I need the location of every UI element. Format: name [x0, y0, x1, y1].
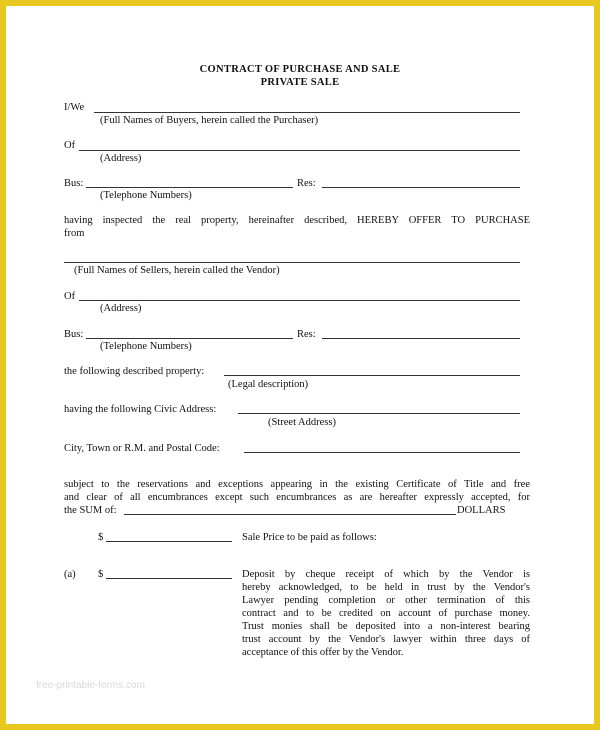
- purchaser-address-field[interactable]: [79, 150, 520, 151]
- offer-text-line-2: from: [64, 228, 85, 239]
- vendor-caption: (Full Names of Sellers, herein called the Vendor): [74, 265, 280, 276]
- vendor-name-field[interactable]: [64, 262, 520, 263]
- deposit-line-5: Trust monies shall be deposited into a non-interest bearing: [242, 621, 530, 632]
- civic-address-field[interactable]: [238, 413, 520, 414]
- city-label: City, Town or R.M. and Postal Code:: [64, 443, 220, 454]
- vendor-address-field[interactable]: [79, 300, 520, 301]
- vendor-bus-label: Bus:: [64, 329, 84, 340]
- property-field[interactable]: [224, 375, 520, 376]
- subject-line-2: and clear of all encumbrances except such encumbrances as are hereafter expressly accepted, for: [64, 492, 530, 503]
- vendor-of-label: Of: [64, 291, 76, 302]
- subject-line-1: subject to the reservations and exceptions appearing in the existing Certificate of Title and free: [64, 479, 530, 490]
- contract-page: [6, 6, 594, 724]
- purchaser-res-phone-field[interactable]: [322, 187, 520, 188]
- vendor-bus-phone-field[interactable]: [86, 338, 293, 339]
- sale-price-field[interactable]: [106, 541, 232, 542]
- watermark-text: free-printable-forms.com: [36, 680, 145, 691]
- deposit-line-4: contract and to be credited on account of purchase money.: [242, 608, 530, 619]
- city-postal-field[interactable]: [244, 452, 520, 453]
- deposit-line-1: Deposit by cheque receipt of which by the Vendor is: [242, 569, 530, 580]
- deposit-amount-field[interactable]: [106, 578, 232, 579]
- purchaser-address-caption: (Address): [100, 153, 142, 164]
- civic-label: having the following Civic Address:: [64, 404, 217, 415]
- purchaser-of-label: Of: [64, 140, 76, 151]
- sale-price-text: Sale Price to be paid as follows:: [242, 532, 377, 543]
- sale-price-dollar-sign: $: [98, 532, 104, 543]
- document-title: CONTRACT OF PURCHASE AND SALE: [199, 64, 401, 75]
- purchaser-name-field[interactable]: [94, 112, 520, 113]
- vendor-phone-caption: (Telephone Numbers): [100, 341, 192, 352]
- purchaser-label: I/We: [64, 102, 85, 113]
- vendor-res-label: Res:: [297, 329, 316, 340]
- deposit-line-2: hereby acknowledged, to be held in trust by the Vendor's: [242, 582, 530, 593]
- vendor-address-caption: (Address): [100, 303, 142, 314]
- vendor-res-phone-field[interactable]: [322, 338, 520, 339]
- deposit-line-7: acceptance of this offer by the Vendor.: [242, 647, 404, 658]
- deposit-item-label: (a): [64, 569, 76, 580]
- purchaser-res-label: Res:: [297, 178, 316, 189]
- purchaser-phone-caption: (Telephone Numbers): [100, 190, 192, 201]
- purchaser-bus-label: Bus:: [64, 178, 84, 189]
- purchaser-caption: (Full Names of Buyers, herein called the Purchaser): [100, 115, 319, 126]
- civic-caption: (Street Address): [268, 417, 336, 428]
- deposit-line-3: Lawyer pending completion or other termination of this: [242, 595, 530, 606]
- sum-label: the SUM of:: [64, 505, 117, 516]
- property-caption: (Legal description): [228, 379, 309, 390]
- dollars-label: DOLLARS: [457, 505, 506, 516]
- document-subtitle: PRIVATE SALE: [260, 77, 340, 88]
- purchaser-bus-phone-field[interactable]: [86, 187, 293, 188]
- sum-field[interactable]: [124, 514, 456, 515]
- property-label: the following described property:: [64, 366, 205, 377]
- deposit-dollar-sign: $: [98, 569, 104, 580]
- deposit-line-6: trust account by the Vendor's lawyer within three days of: [242, 634, 530, 645]
- offer-text-line-1: having inspected the real property, hereinafter described, HEREBY OFFER TO PURCHASE: [64, 215, 530, 226]
